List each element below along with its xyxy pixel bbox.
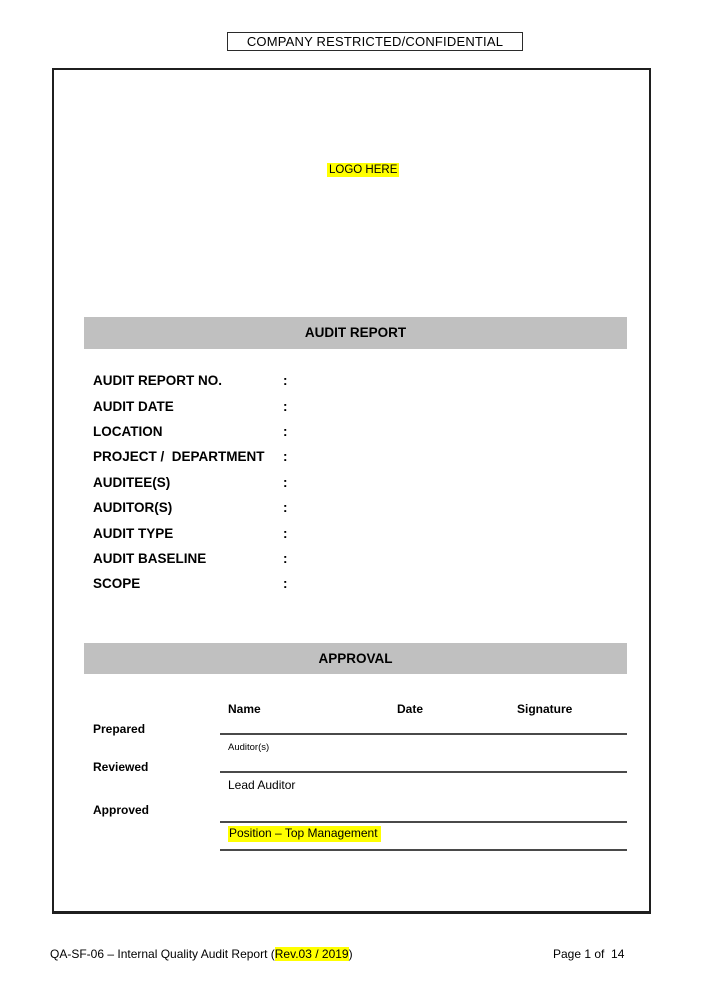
column-header-name: Name	[228, 702, 261, 716]
audit-report-fields	[93, 368, 513, 597]
field-separator: :	[283, 525, 288, 541]
signatory-auditors: Auditor(s)	[228, 742, 270, 753]
signatory-top-management: Position – Top Management	[228, 826, 381, 842]
field-label: LOCATION	[93, 423, 163, 439]
field-label: AUDIT BASELINE	[93, 550, 207, 566]
field-separator: :	[283, 474, 288, 490]
field-row-auditees	[93, 470, 513, 495]
column-header-date: Date	[397, 702, 424, 716]
field-separator: :	[283, 550, 288, 566]
field-row-audit-type	[93, 520, 513, 545]
field-separator: :	[283, 423, 288, 439]
field-separator: :	[283, 373, 288, 389]
field-row-audit-baseline	[93, 546, 513, 571]
field-separator: :	[283, 449, 288, 465]
approval-role-prepared: Prepared	[93, 722, 146, 736]
approval-role-approved: Approved	[93, 803, 150, 817]
document-reference	[50, 946, 353, 962]
field-label: AUDIT REPORT NO.	[93, 373, 223, 389]
field-row-project-department	[93, 444, 513, 469]
section-title-audit-report: AUDIT REPORT	[84, 317, 627, 349]
field-label: PROJECT / DEPARTMENT	[93, 449, 265, 465]
section-title-approval: APPROVAL	[84, 643, 627, 674]
field-label: AUDITEE(S)	[93, 474, 171, 490]
field-separator: :	[283, 576, 288, 592]
field-label: AUDIT TYPE	[93, 525, 174, 541]
field-separator: :	[283, 398, 288, 414]
column-header-signature: Signature	[517, 702, 573, 716]
field-row-auditors	[93, 495, 513, 520]
field-label: AUDITOR(S)	[93, 500, 173, 516]
signatory-lead-auditor: Lead Auditor	[228, 778, 296, 792]
classification-banner: COMPANY RESTRICTED/CONFIDENTIAL	[227, 32, 523, 51]
field-row-audit-date	[93, 393, 513, 418]
field-row-scope	[93, 571, 513, 596]
field-label: SCOPE	[93, 576, 141, 592]
field-row-location	[93, 419, 513, 444]
doc-ref-suffix: )	[348, 947, 353, 961]
field-label: AUDIT DATE	[93, 398, 174, 414]
logo-placeholder: LOGO HERE	[329, 164, 398, 176]
signature-line	[220, 821, 627, 823]
approval-role-reviewed: Reviewed	[93, 760, 149, 774]
field-row-audit-report-no	[93, 368, 513, 393]
revision-highlight: Rev.03 / 2019	[274, 947, 349, 961]
doc-ref-prefix: QA-SF-06 – Internal Quality Audit Report (	[50, 947, 275, 961]
signature-line	[220, 771, 627, 773]
page-number: Page 1 of 14	[553, 947, 625, 961]
signature-line	[220, 733, 627, 735]
signature-line	[220, 849, 627, 851]
field-separator: :	[283, 500, 288, 516]
